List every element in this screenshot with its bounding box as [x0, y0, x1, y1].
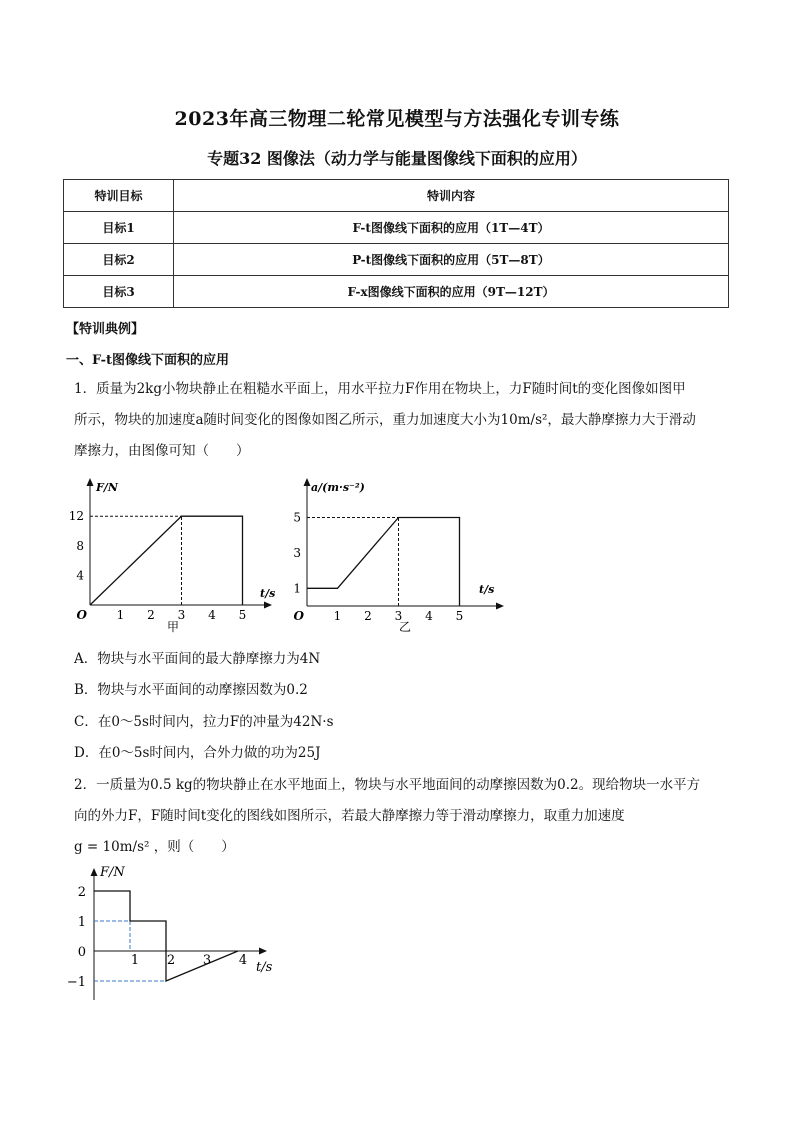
table-row	[64, 276, 729, 308]
question-2-chart	[66, 860, 285, 1010]
x-tick-label: 1	[333, 609, 342, 623]
option-b: B．物块与水平面间的动摩擦因数为0.2	[74, 682, 308, 698]
x-tick-label: 3	[202, 953, 212, 968]
x-tick-label: 1	[130, 953, 140, 968]
y-tick-label: 5	[293, 510, 301, 525]
x-tick-label: 1	[116, 608, 125, 622]
y-axis-arrow	[87, 478, 94, 486]
question-2-line-3: g = 10m/s² ，则（ ）	[74, 839, 235, 855]
option-c: C．在0～5s时间内，拉力F的冲量为42N·s	[74, 714, 334, 730]
x-axis-arrow	[264, 602, 272, 609]
y-tick-label: 3	[293, 545, 301, 560]
x-tick-label: 4	[208, 608, 216, 622]
y-axis-arrow	[91, 868, 98, 876]
x-axis-label: t/s	[479, 583, 495, 596]
y-axis-label: a/(m·s⁻²)	[311, 481, 365, 494]
y-tick-label: 12	[68, 509, 84, 524]
x-axis-arrow	[259, 948, 267, 955]
x-tick-label: 4	[425, 609, 433, 623]
table-cell: 目标3	[64, 276, 174, 308]
training-plan-table	[63, 179, 729, 308]
table-cell: P-t图像线下面积的应用（5T—8T）	[174, 244, 729, 276]
x-tick-label: 2	[147, 608, 155, 622]
series-line	[307, 518, 460, 607]
x-tick-label: 2	[364, 609, 372, 623]
table-row	[64, 244, 729, 276]
x-axis-arrow	[496, 603, 504, 610]
x-axis-label: t/s	[260, 587, 276, 600]
y-tick-label: −1	[66, 975, 86, 990]
y-tick-label: 1	[293, 581, 301, 596]
y-axis-label: F/N	[100, 865, 125, 880]
page-subtitle: 专题32 图像法（动力学与能量图像线下面积的应用）	[207, 149, 587, 168]
x-tick-label: 3	[177, 608, 186, 622]
question-1-line-3: 摩擦力，由图像可知（ ）	[74, 443, 250, 459]
y-tick-label: 0	[77, 945, 86, 960]
figure-caption: 乙	[398, 620, 412, 634]
x-tick-label: 2	[166, 953, 176, 968]
y-tick-label: 8	[76, 538, 84, 553]
origin-label: O	[76, 608, 87, 622]
table-header-row	[64, 180, 729, 212]
x-tick-label: 3	[394, 609, 403, 623]
option-d: D．在0～5s时间内，合外力做的功为25J	[74, 745, 321, 761]
table-header-cell: 特训目标	[64, 180, 174, 212]
y-axis-arrow	[304, 478, 311, 486]
x-tick-label: 5	[238, 608, 247, 622]
y-axis-label: F/N	[96, 481, 118, 494]
page-title: 2023年高三物理二轮常见模型与方法强化专训专练	[174, 108, 620, 130]
question-2-line-2: 向的外力F，F随时间t变化的图线如图所示，若最大静摩擦力等于滑动摩擦力，取重力加速度	[74, 808, 625, 824]
figure-yi-chart	[292, 475, 507, 640]
question-2-line-1: 2．一质量为0.5 kg的物块静止在水平地面上，物块与水平地面间的动摩擦因数为0.2。现给物块一水平方	[74, 777, 701, 793]
table-header-cell: 特训内容	[174, 180, 729, 212]
y-tick-label: 4	[76, 568, 84, 583]
table-cell: F-t图像线下面积的应用（1T—4T）	[174, 212, 729, 244]
examples-heading: 【特训典例】	[66, 322, 145, 337]
question-1-line-1: 1．质量为2kg小物块静止在粗糙水平面上，用水平拉力F作用在物块上，力F随时间t的变化图像如图甲	[74, 381, 686, 397]
origin-label: O	[293, 609, 304, 623]
table-cell: F-x图像线下面积的应用（9T—12T）	[174, 276, 729, 308]
option-a: A．物块与水平面间的最大静摩擦力为4N	[74, 651, 321, 667]
x-axis-label: t/s	[256, 960, 273, 975]
y-tick-label: 2	[77, 885, 86, 900]
x-tick-label: 4	[238, 953, 248, 968]
series-line	[90, 516, 243, 605]
question-1-line-2: 所示，物块的加速度a随时间变化的图像如图乙所示，重力加速度大小为10m/s²，最大静摩擦力大于滑动	[74, 412, 696, 428]
table-cell: 目标1	[64, 212, 174, 244]
x-tick-label: 5	[455, 609, 464, 623]
table-row	[64, 212, 729, 244]
y-tick-label: 1	[77, 915, 86, 930]
figure-jia-chart	[70, 475, 285, 635]
section-heading: 一、F-t图像线下面积的应用	[66, 353, 230, 368]
table-cell: 目标2	[64, 244, 174, 276]
figure-caption: 甲	[166, 620, 180, 634]
